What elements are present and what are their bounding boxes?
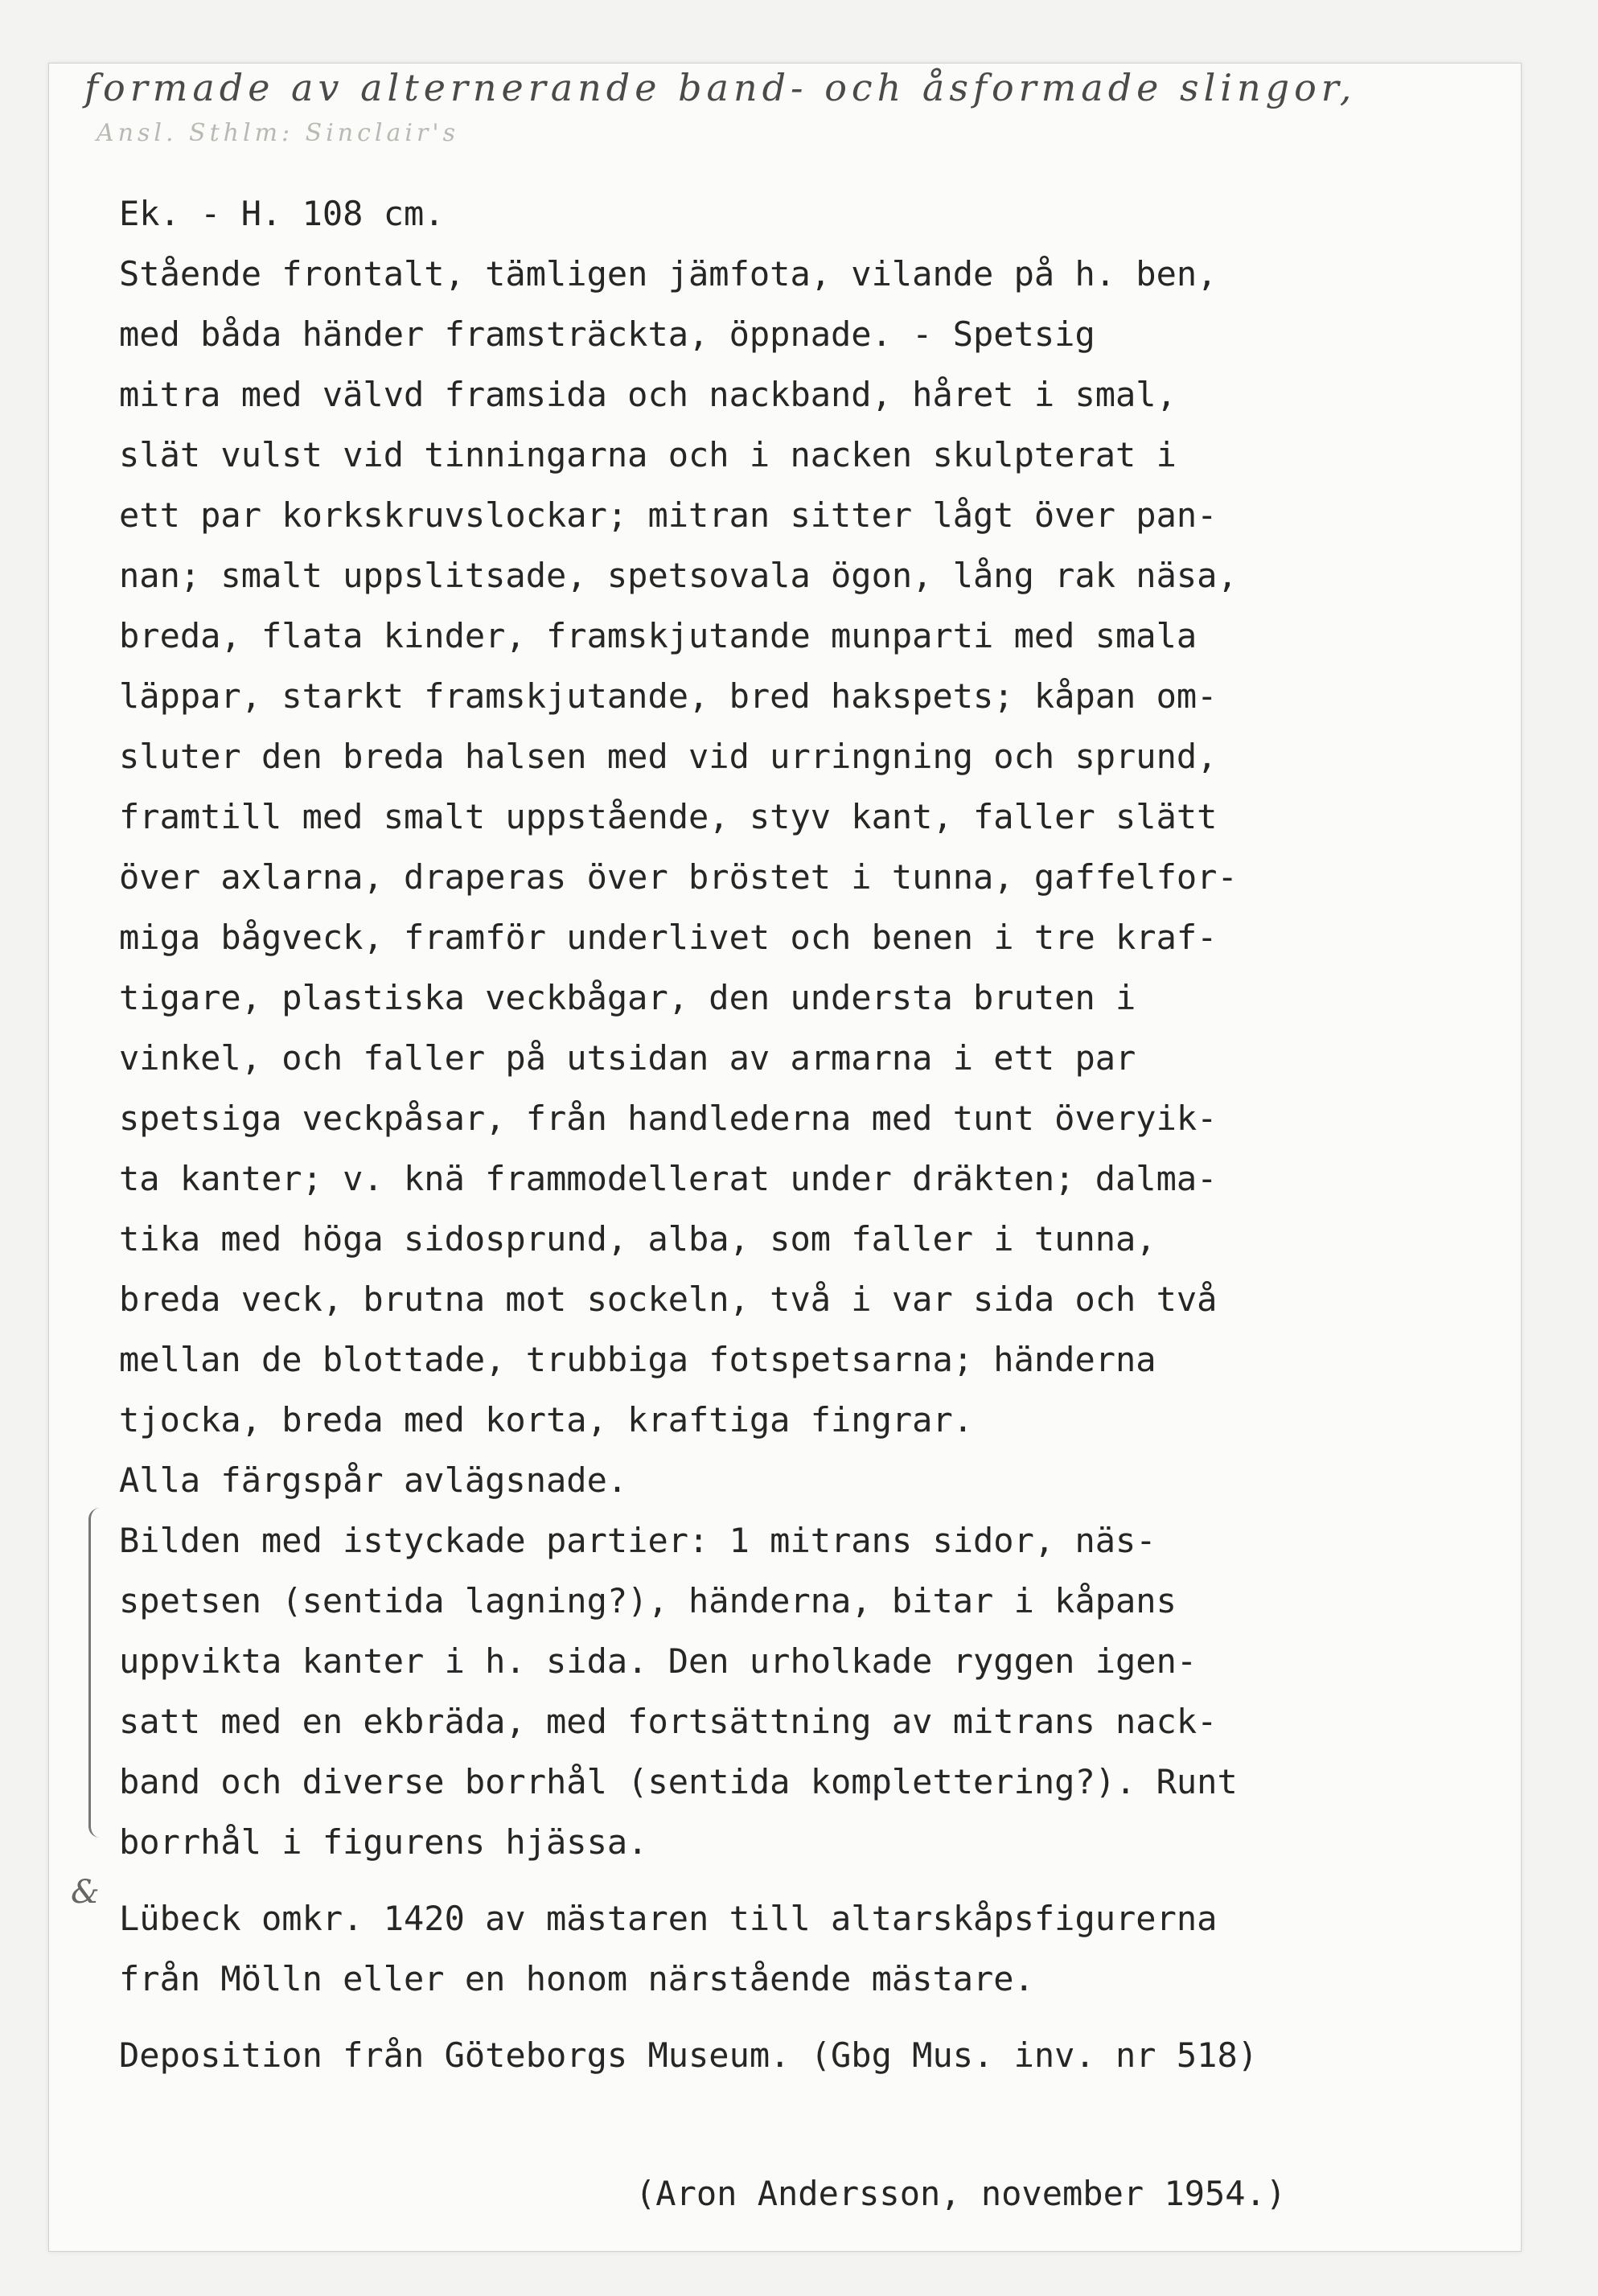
attribution-line: från Mölln eller en honom närstående mästare. [119,1959,1034,1998]
typed-line: framtill med smalt uppstående, styv kant, faller slätt [119,797,1218,836]
typed-line: Stående frontalt, tämligen jämfota, vilande på h. ben, [119,254,1218,294]
author-signature: (Aron Andersson, november 1954.) [635,2174,1287,2213]
handwritten-top-note: formade av alternerande band- och åsformade slingor, [84,66,1357,109]
typed-line: sluter den breda halsen med vid urringning och sprund, [119,737,1218,776]
margin-bracket [88,1508,109,1838]
typed-line: spetsiga veckpåsar, från handlederna med tunt överyik- [119,1099,1218,1138]
typed-line: nan; smalt uppslitsade, spetsovala ögon, lång rak näsa, [119,556,1238,595]
typed-line: miga bågveck, framför underlivet och benen i tre kraf- [119,918,1218,957]
typed-line: slät vulst vid tinningarna och i nacken skulpterat i [119,435,1177,474]
typed-line: breda veck, brutna mot sockeln, två i var sida och två [119,1279,1218,1319]
typed-line: ta kanter; v. knä frammodellerat under dräkten; dalma- [119,1159,1218,1198]
typed-line: vinkel, och faller på utsidan av armarna i ett par [119,1038,1136,1078]
typed-line: med båda händer framsträckta, öppnade. - Spetsig [119,314,1095,354]
typed-line: Alla färgspår avlägsnade. [119,1460,628,1500]
typed-line: band och diverse borrhål (sentida komplettering?). Runt [119,1762,1238,1801]
typed-line: Ek. - H. 108 cm. [119,194,445,233]
typed-line: breda, flata kinder, framskjutande munparti med smala [119,616,1197,655]
typed-line: läppar, starkt framskjutande, bred hakspets; kåpan om- [119,676,1218,716]
typed-line: borrhål i figurens hjässa. [119,1822,648,1862]
paragraph-gap [119,2009,1486,2025]
attribution-line: Lübeck omkr. 1420 av mästaren till altarskåpsfigurerna [119,1899,1218,1938]
typed-line: tjocka, breda med korta, kraftiga fingrar. [119,1400,974,1440]
typed-line: tika med höga sidosprund, alba, som faller i tunna, [119,1219,1156,1259]
handwritten-faint-note: Ansl. Sthlm: Sinclair's [97,119,459,147]
typed-description [119,183,1486,2085]
deposition-line: Deposition från Göteborgs Museum. (Gbg Mus. inv. nr 518) [119,2035,1259,2075]
margin-mark-attribution: & [71,1874,100,1911]
typed-line: ett par korkskruvslockar; mitran sitter lågt över pan- [119,495,1218,535]
typed-line: spetsen (sentida lagning?), händerna, bitar i kåpans [119,1581,1177,1620]
typed-line: satt med en ekbräda, med fortsättning av mitrans nack- [119,1702,1218,1741]
paragraph-gap [119,1872,1486,1888]
typed-line: mellan de blottade, trubbiga fotspetsarna; händerna [119,1340,1156,1379]
typed-line: Bilden med istyckade partier: 1 mitrans sidor, näs- [119,1521,1156,1560]
typed-line: mitra med välvd framsida och nackband, håret i smal, [119,375,1177,414]
typed-line: uppvikta kanter i h. sida. Den urholkade ryggen igen- [119,1641,1197,1681]
typed-line: tigare, plastiska veckbågar, den understa bruten i [119,978,1136,1017]
typed-line: över axlarna, draperas över bröstet i tunna, gaffelfor- [119,857,1238,897]
